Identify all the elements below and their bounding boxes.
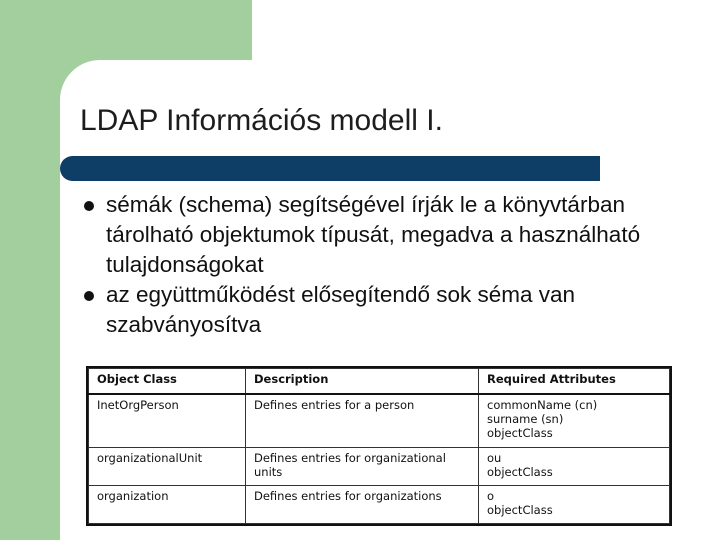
attribute-item: o <box>487 489 495 504</box>
required-attributes-cell <box>479 486 670 524</box>
table-header-row <box>89 369 670 395</box>
description-cell: Defines entries for organizations <box>246 486 479 524</box>
bullet-dot-icon <box>84 201 94 211</box>
slide-title: LDAP Információs modell I. <box>80 104 443 137</box>
column-header-object-class: Object Class <box>89 369 246 395</box>
column-header-required-attributes: Required Attributes <box>479 369 670 395</box>
attribute-item: ou <box>487 451 502 466</box>
column-header-description: Description <box>246 369 479 395</box>
attribute-item: commonName (cn) <box>487 398 598 412</box>
required-attributes-cell <box>479 394 670 448</box>
attribute-item: objectClass <box>487 503 553 518</box>
description-cell: Defines entries for a person <box>246 394 479 448</box>
attribute-item: surname (sn) <box>487 412 564 426</box>
object-class-table <box>86 366 672 526</box>
object-class-cell: organization <box>89 486 246 524</box>
object-class-cell: InetOrgPerson <box>89 394 246 448</box>
bullet-dot-icon <box>84 291 94 301</box>
object-class-cell: organizationalUnit <box>89 448 246 486</box>
table-row <box>89 448 670 486</box>
table-row <box>89 486 670 524</box>
attribute-item: objectClass <box>487 465 553 480</box>
bullet-text: az együttműködést elősegítendő sok séma van szabványosítva <box>106 282 576 337</box>
bullet-list <box>80 190 700 340</box>
bullet-item <box>80 280 700 340</box>
bullet-item <box>80 190 700 280</box>
attribute-item: objectClass <box>487 426 553 440</box>
required-attributes-cell <box>479 448 670 486</box>
bullet-text: sémák (schema) segítségével írják le a könyvtárban tárolható objektumok típusát, megadva a használható tulajdonságokat <box>106 192 641 277</box>
table-row <box>89 394 670 448</box>
title-underline-bar <box>60 156 600 181</box>
description-cell: Defines entries for organizational units <box>246 448 479 486</box>
